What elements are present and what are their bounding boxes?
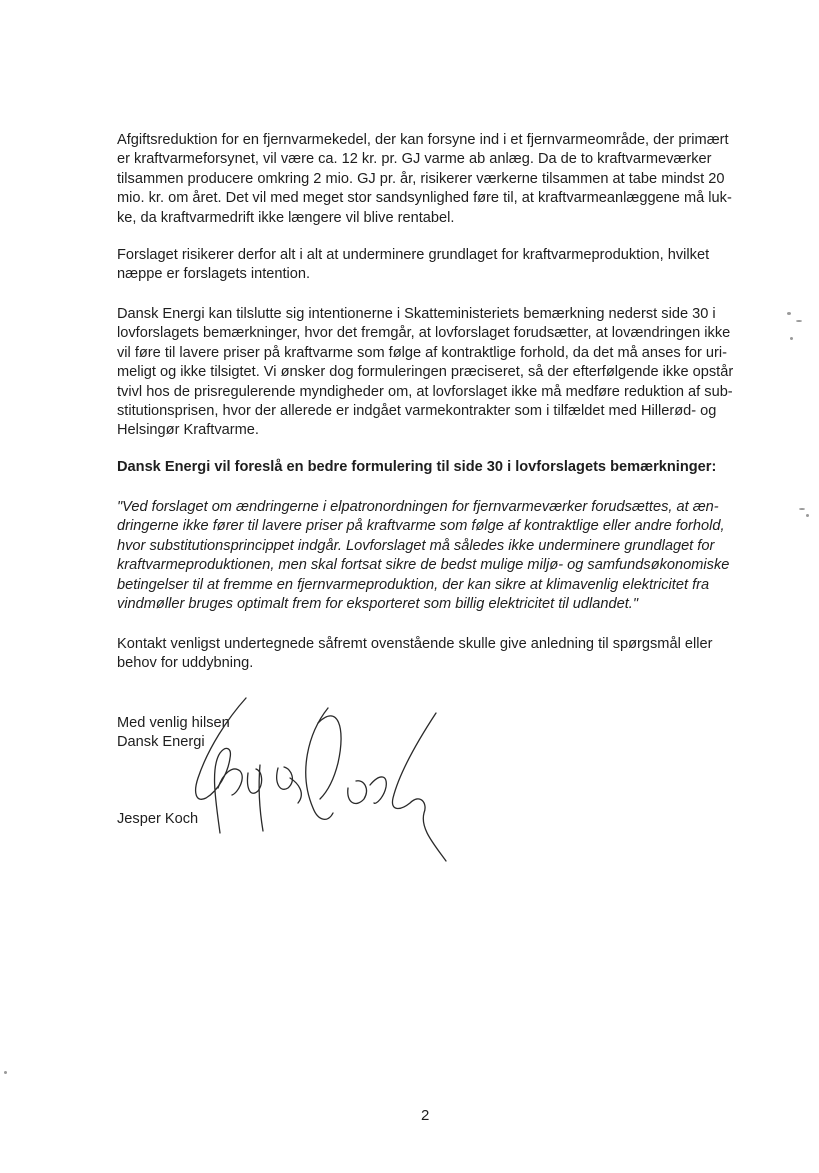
text-line: stitutionsprisen, hvor der allerede er indgået varmekontrakter som i tilfældet med Hillerød- og — [117, 403, 717, 420]
proposed-wording-quote — [117, 498, 747, 614]
scan-speck — [790, 337, 793, 340]
text-line: Forslaget risikerer derfor alt i alt at underminere grundlaget for kraftvarmeproduktion, hvilket — [117, 247, 710, 263]
text-line: ke, da kraftvarmedrift ikke længere vil blive rentabel. — [117, 209, 455, 226]
text-line: dringerne ikke fører til lavere priser på kraftvarme som følge af kontraktlige eller andre forhold, — [117, 518, 725, 535]
text-line: er kraftvarmeforsynet, vil være ca. 12 kr. pr. GJ varme ab anlæg. Da de to kraftvarmeværker — [117, 151, 712, 168]
text-line: Kontakt venligst undertegnede såfremt ovenstående skulle give anledning til spørgsmål eller — [117, 636, 713, 652]
text-line: betingelser til at fremme en fjernvarmeproduktion, der kan sikre at klimavenlig elektricitet fra — [117, 576, 710, 593]
text-line: næppe er forslagets intention. — [117, 266, 311, 283]
heading-text: Dansk Energi vil foreslå en bedre formulering til side 30 i lovforslagets bemærkninger: — [117, 459, 717, 475]
text-line: meligt og ikke tilsigtet. Vi ønsker dog formuleringen præciseret, så der efterfølgende ikke opstår — [117, 364, 734, 381]
text-line: vil føre til lavere priser på kraftvarme som følge af kontraktlige forhold, da det må anses for uri- — [117, 344, 727, 361]
closing-organization: Dansk Energi — [117, 734, 205, 751]
paragraph-risk — [117, 246, 747, 285]
paragraph-tax-reduction — [117, 131, 747, 228]
scan-speck — [4, 1071, 7, 1074]
text-line: Afgiftsreduktion for en fjernvarmekedel, der kan forsyne ind i et fjernvarmeområde, der primært — [117, 132, 729, 148]
text-line: tvivl hos de prisregulerende myndigheder om, at lovforslaget ikke må medføre reduktion af sub- — [117, 383, 733, 400]
text-line: hvor substitutionsprincippet indgår. Lovforslaget må således ikke underminere grundlaget for — [117, 537, 715, 554]
text-line: tilsammen producere omkring 2 mio. GJ pr. år, risikerer værkerne tilsammen at tabe mindst 20 — [117, 170, 725, 187]
paragraph-contact — [117, 635, 747, 674]
scan-speck — [787, 312, 791, 315]
scan-speck — [799, 508, 805, 510]
text-line: Dansk Energi kan tilslutte sig intentionerne i Skatteministeriets bemærkning nederst side 30 i — [117, 306, 716, 322]
text-line: lovforslagets bemærkninger, hvor det fremgår, at lovforslaget forudsætter, at lovændringen ikke — [117, 325, 731, 342]
text-line: mio. kr. om året. Det vil med meget stor sandsynlighed føre til, at kraftvarmeanlæggene må luk- — [117, 190, 732, 207]
paragraph-support — [117, 305, 747, 441]
scan-speck — [796, 320, 802, 322]
text-line: kraftvarmeproduktionen, men skal fortsat sikre de bedst mulige miljø- og samfundsøkonomiske — [117, 557, 730, 574]
closing-greeting: Med venlig hilsen — [117, 715, 230, 731]
text-line: Helsingør Kraftvarme. — [117, 422, 259, 439]
text-line: "Ved forslaget om ændringerne i elpatronordningen for fjernvarmeværker forudsættes, at æn- — [117, 499, 719, 515]
proposal-heading — [117, 458, 747, 477]
scan-speck — [806, 514, 809, 517]
text-line: behov for uddybning. — [117, 655, 254, 672]
signer-name: Jesper Koch — [117, 811, 199, 827]
page-number: 2 — [421, 1107, 430, 1124]
handwritten-signature — [188, 693, 458, 868]
text-line: vindmøller bruges optimalt frem for eksporteret som billig elektricitet til udlandet." — [117, 596, 639, 613]
